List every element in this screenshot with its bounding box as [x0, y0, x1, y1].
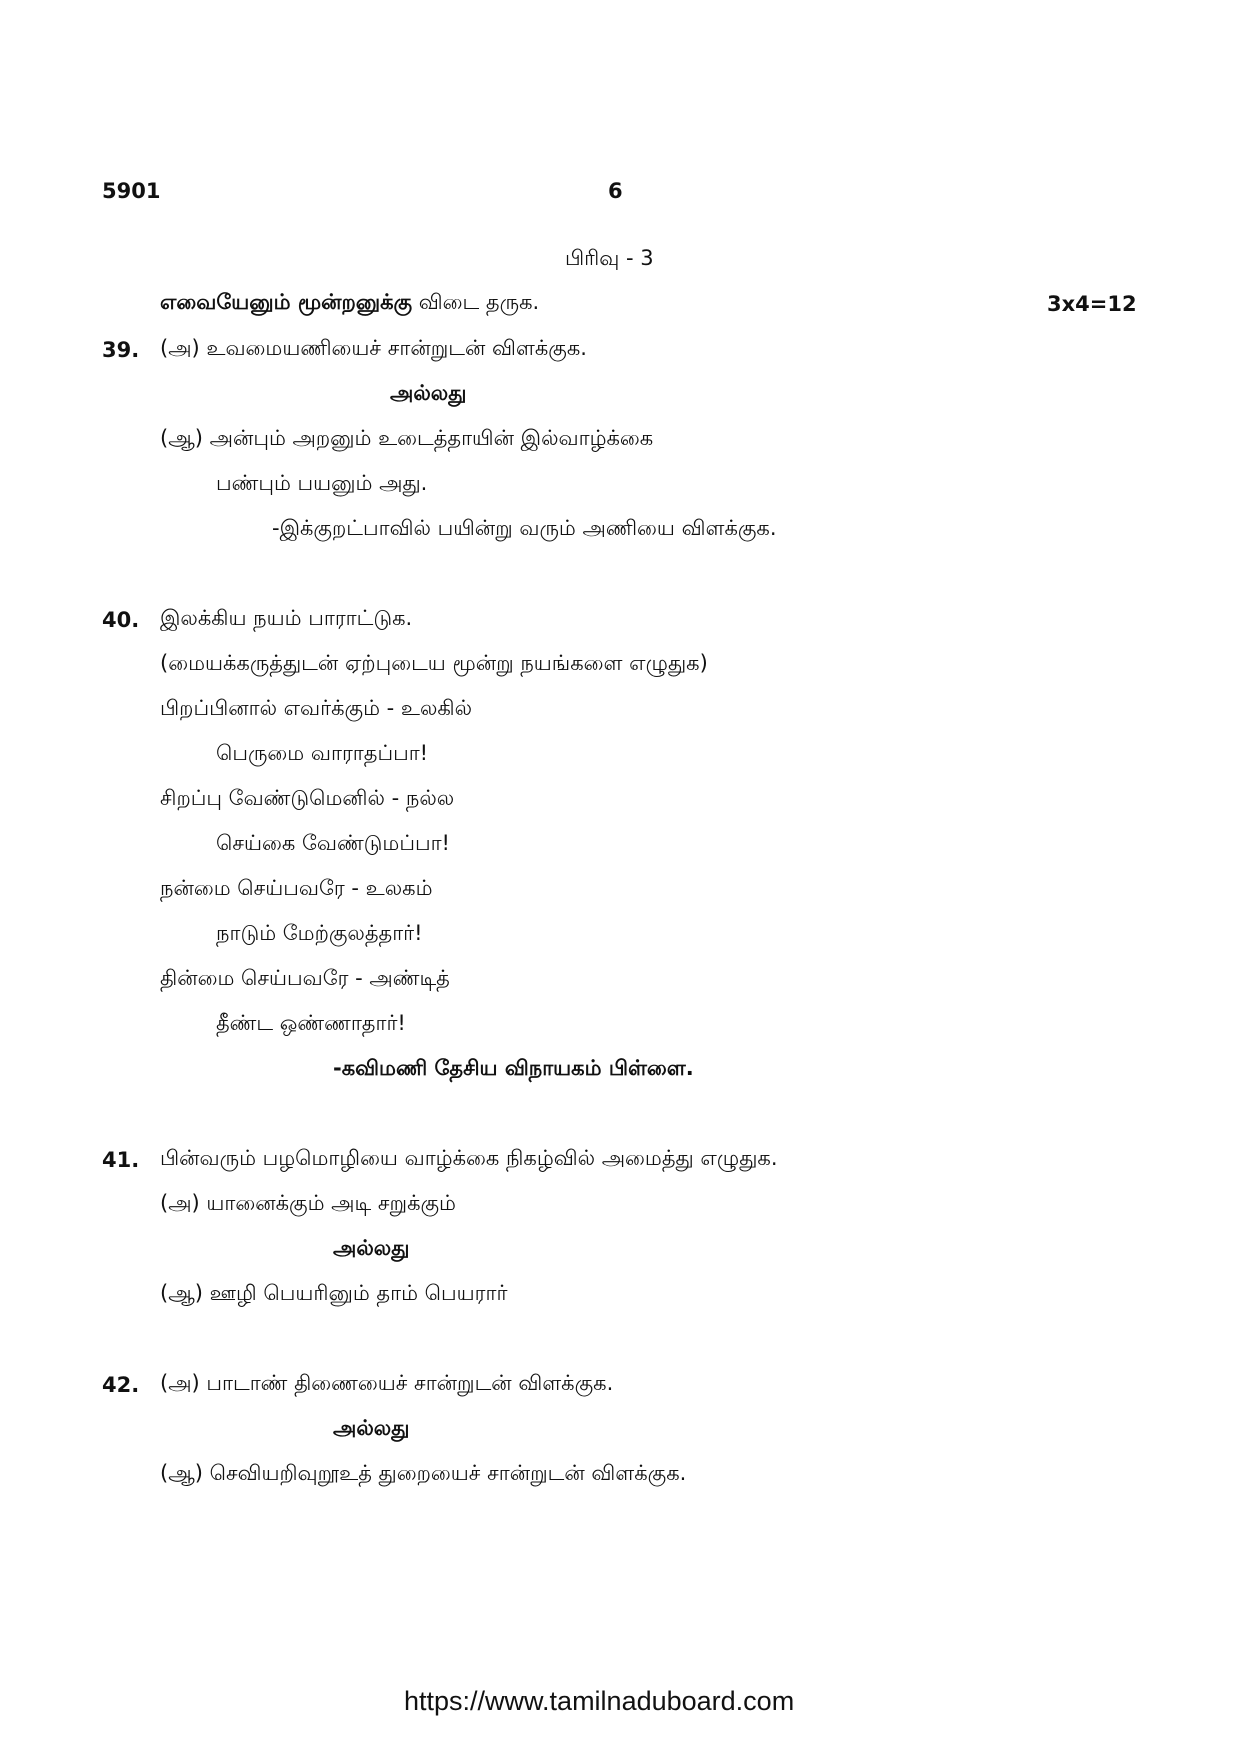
section-instruction [160, 292, 539, 313]
q39-number: 39. [102, 338, 140, 362]
q41-b: (ஆ) ஊழி பெயரினும் தாம் பெயரார் [160, 1281, 508, 1305]
q39-or: அல்லது [390, 381, 467, 405]
q42-number: 42. [102, 1373, 140, 1397]
section-marks: 3x4=12 [1047, 292, 1137, 316]
q42-b: (ஆ) செவியறிவுறூஉத் துறையைச் சான்றுடன் விளக்குக. [160, 1461, 687, 1485]
q41-number: 41. [102, 1148, 140, 1172]
q42-a: (அ) பாடாண் திணையைச் சான்றுடன் விளக்குக. [160, 1371, 614, 1395]
poem-line: தீண்ட ஒண்ணாதார்! [216, 1011, 406, 1035]
poem-line: செய்கை வேண்டுமப்பா! [216, 831, 450, 855]
q41-a: (அ) யானைக்கும் அடி சறுக்கும் [160, 1191, 456, 1215]
poem-author: -கவிமணி தேசிய விநாயகம் பிள்ளை. [333, 1056, 694, 1080]
page-number: 6 [608, 179, 623, 203]
instruction-rest: விடை தருக. [418, 290, 540, 314]
poem-line: நாடும் மேற்குலத்தார்! [216, 921, 423, 945]
q40-title: இலக்கிய நயம் பாராட்டுக. [160, 606, 413, 630]
q39-b-line1: (ஆ) அன்பும் அறனும் உடைத்தாயின் இல்வாழ்க்கை [160, 426, 654, 450]
q41-or: அல்லது [333, 1236, 410, 1260]
instruction-bold: எவையேனும் மூன்றனுக்கு [160, 290, 413, 314]
paper-code: 5901 [102, 179, 161, 203]
q40-note: (மையக்கருத்துடன் ஏற்புடைய மூன்று நயங்களை எழுதுக) [160, 651, 708, 675]
poem-line: பெருமை வாராதப்பா! [216, 741, 429, 765]
poem-line: நன்மை செய்பவரே - உலகம் [160, 876, 433, 900]
poem-line: பிறப்பினால் எவர்க்கும் - உலகில் [160, 696, 473, 720]
q39-b-line2: பண்பும் பயனும் அது. [216, 471, 428, 495]
section-title: பிரிவு - 3 [565, 246, 654, 270]
q40-number: 40. [102, 608, 140, 632]
poem-line: சிறப்பு வேண்டுமெனில் - நல்ல [160, 786, 455, 810]
poem-line: தின்மை செய்பவரே - அண்டித் [160, 966, 450, 990]
q39-b-line3: -இக்குறட்பாவில் பயின்று வரும் அணியை விளக்குக. [272, 516, 777, 540]
q42-or: அல்லது [333, 1416, 410, 1440]
q39-a: (அ) உவமையணியைச் சான்றுடன் விளக்குக. [160, 336, 587, 360]
footer-url[interactable]: https://www.tamilnaduboard.com [404, 1686, 795, 1716]
q41-title: பின்வரும் பழமொழியை வாழ்க்கை நிகழ்வில் அமைத்து எழுதுக. [160, 1146, 778, 1170]
